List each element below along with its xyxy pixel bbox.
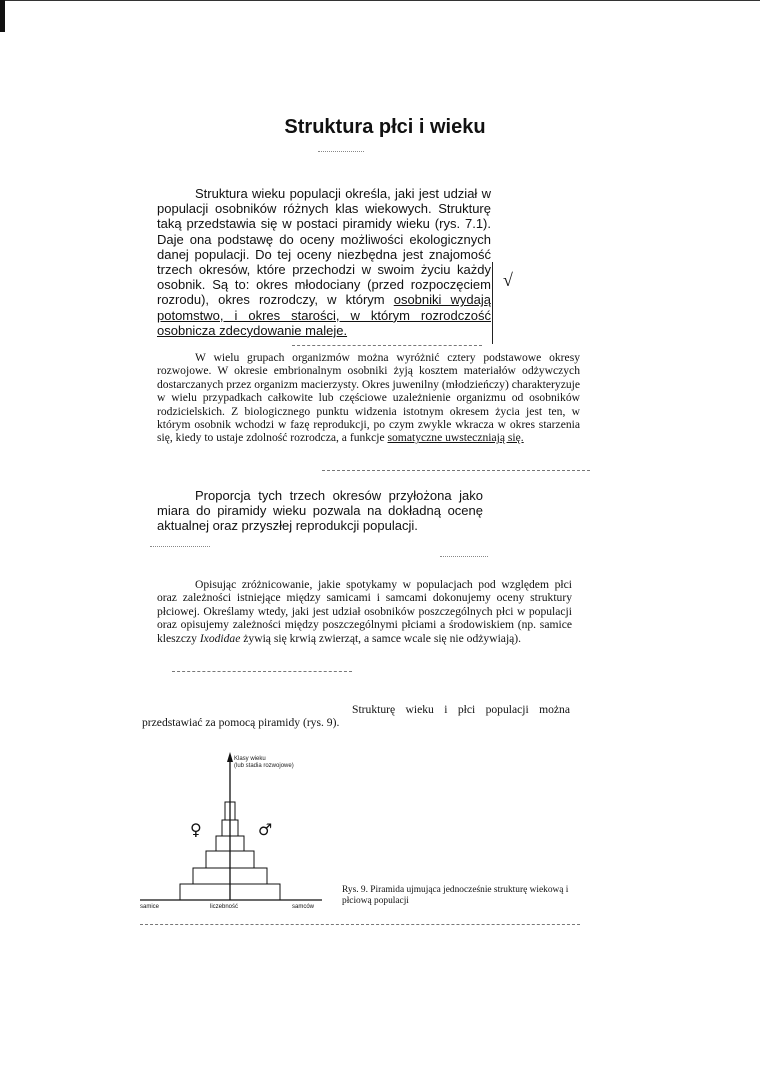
paragraph-sex-structure-text: Opisując zróżnicowanie, jakie spotykamy w populacjach pod względem płci oraz zależności istniejące między samicami i samcami dokonujemy oceny struktury płciowej. Określamy wtedy, jaki jest udział osobników poszczególnych płci w populacji oraz opisujemy zależności między poszczególnymi płciami a środowiskiem (np. samice kleszczy [157, 578, 572, 645]
pencil-dash-line [292, 345, 482, 346]
paragraph-proportion: Proporcja tych trzech okresów przyłożona jako miara do piramidy wieku pozwala na dokładną ocenę aktualnej oraz przyszłej reprodukcji populacji. [157, 488, 483, 534]
y-axis-label [234, 756, 294, 770]
scan-edge-mark [0, 0, 5, 32]
page-title: Struktura płci i wieku [284, 116, 486, 138]
y-axis-label-line-1: Klasy wieku [234, 756, 266, 762]
pencil-dash-line [322, 470, 590, 471]
paragraph-sex-structure-end: żywią się krwią zwierząt, a samce wcale się nie odżywiają). [240, 631, 522, 645]
paragraph-age-structure [157, 186, 491, 338]
paragraph-development-periods-text: W wielu grupach organizmów można wyróżnić cztery podstawowe okresy rozwojowe. W okresie embrionalnym osobniki żyją kosztem materiałów odżywczych dostarczanych przez organizm macierzysty. Okres juwenilny (młodzieńczy) charakteryzuje w wielu przypadkach całkowite lub częściowe uzależnienie organizmu od osobników rodzicielskich. Z biologicznego punktu widzenia istotnym okresem życia jest ten, w którym osobnik wchodzi w fazę reprodukcji, po czym zwykle wkracza w okres starzenia się, kiedy to ustaje zdolność rozrodcza, a funkcje [157, 351, 580, 445]
pencil-dash-line [140, 924, 580, 925]
title-speck [318, 151, 364, 152]
female-symbol: ♀ [190, 820, 202, 839]
figure-caption: Rys. 9. Piramida ujmująca jednocześnie strukturę wiekową i płciową populacji [342, 885, 569, 906]
margin-vertical-line [492, 262, 493, 344]
paragraph-sex-structure-taxon: Ixodidae [199, 631, 241, 645]
pencil-dash-line [172, 671, 352, 672]
pencil-dots [150, 546, 210, 547]
paragraph-sex-structure [157, 578, 572, 645]
paragraph-age-structure-underlined: osobniki wydają potomstwo, i okres starości, w którym rozrodczość osobnicza zdecydowanie maleje. [157, 292, 491, 338]
paragraph-age-structure-text: Struktura wieku populacji określa, jaki jest udział w populacji osobników różnych klas wiekowych. Strukturę taką przedstawia się w postaci piramidy wieku (rys. 7.1). Daje ona podstawę do oceny możliwości ekologicznych danej populacji. Do tej oceny niezbędna jest znajomość trzech okresów, które przechodzi w swoim życiu każdy osobnik. Są to: okres młodociany (przed rozpoczęciem rozrodu), okres rozrodczy, w którym [157, 186, 491, 308]
male-symbol: ♂ [258, 820, 273, 839]
x-label-males: samców [292, 904, 315, 910]
x-label-count: liczebność [210, 904, 239, 910]
margin-check-mark: √ [503, 270, 513, 290]
paragraph-development-periods [157, 351, 580, 445]
x-label-females: samice [140, 904, 160, 910]
pencil-dots [440, 556, 488, 557]
paragraph-pyramid-intro: Strukturę wieku i płci populacji można przedstawiać za pomocą piramidy (rys. 9). [142, 703, 570, 730]
y-axis-arrow [227, 752, 233, 762]
y-axis-label-line-2: (lub stadia rozwojowe) [234, 763, 294, 769]
age-sex-pyramid [140, 740, 340, 920]
page-top-edge [0, 0, 760, 1]
paragraph-development-periods-underlined: somatyczne uwsteczniają się. [387, 431, 524, 445]
